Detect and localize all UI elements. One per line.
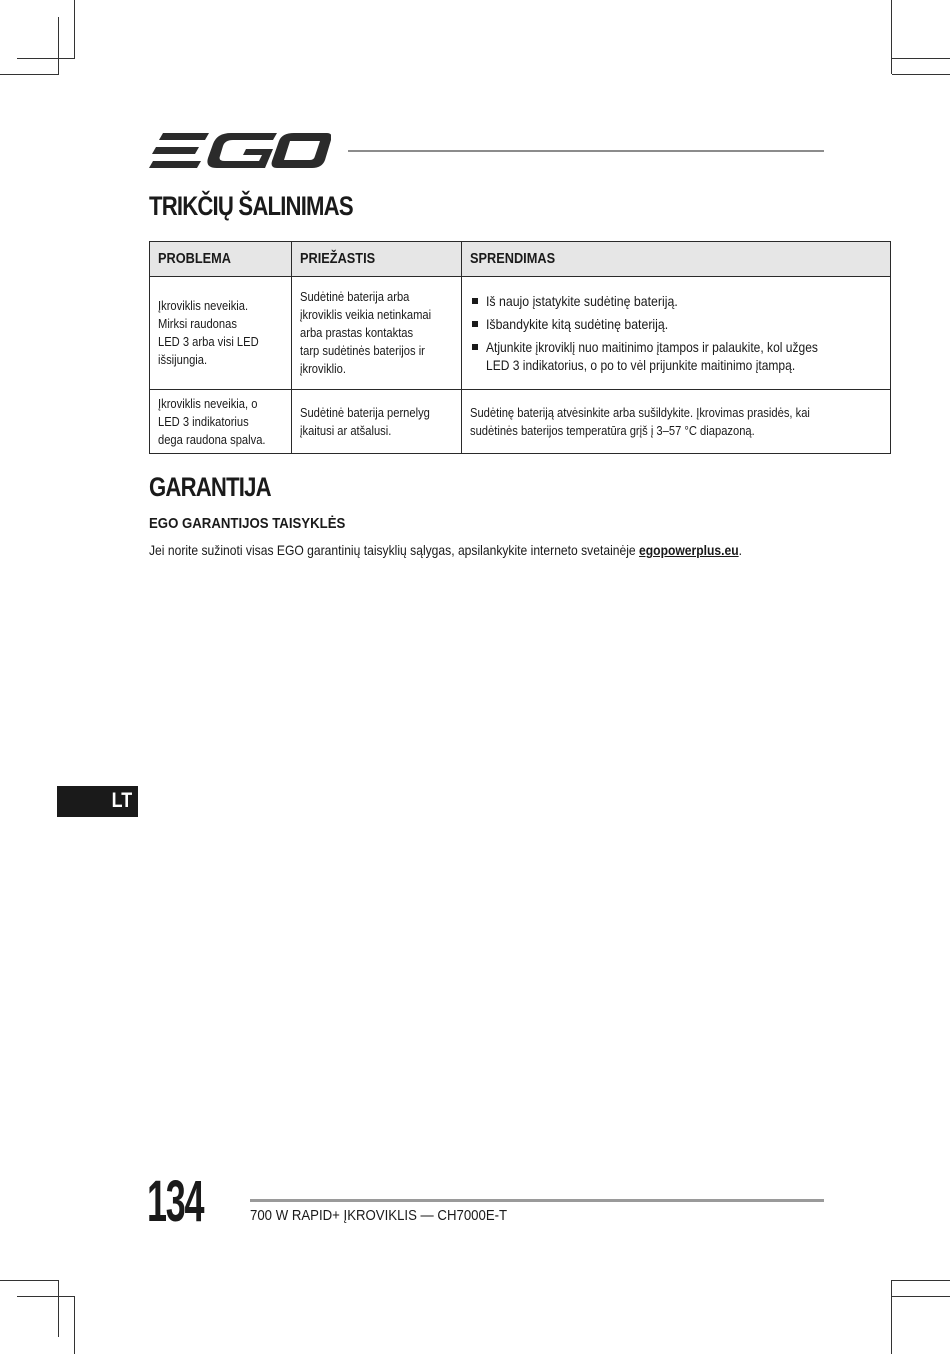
crop-mark (891, 1280, 892, 1354)
warranty-link[interactable]: egopowerplus.eu (639, 542, 739, 558)
footer-rule (250, 1199, 824, 1202)
problem-cell: Įkroviklis neveikia. Mirksi raudonas LED 3 arba visi LED išsijungia. (150, 277, 292, 390)
ego-logo (149, 130, 331, 170)
table-row (150, 277, 891, 390)
solution-list (470, 286, 882, 380)
crop-mark (892, 1296, 950, 1297)
solution-cell: Sudėtinę bateriją atvėsinkite arba sušildykite. Įkrovimas prasidės, kai sudėtinės baterijos temperatūra grįš į 3–57 °C diapazoną. (461, 390, 890, 454)
column-header: PRIEŽASTIS (292, 242, 461, 277)
crop-mark (891, 0, 892, 74)
crop-mark (0, 1280, 59, 1281)
crop-mark (892, 74, 950, 75)
crop-mark (892, 58, 950, 59)
warranty-subtitle: EGO GARANTIJOS TAISYKLĖS (149, 515, 346, 532)
troubleshooting-table (149, 241, 891, 454)
crop-mark (17, 58, 74, 59)
crop-mark (892, 1280, 950, 1281)
warranty-title: GARANTIJA (149, 472, 271, 502)
table-header-row (150, 242, 891, 277)
crop-mark (0, 74, 59, 75)
page-number: 134 (147, 1169, 204, 1234)
list-item: Atjunkite įkroviklį nuo maitinimo įtampos ir palaukite, kol užges LED 3 indikatorius, o po to vėl prijunkite maitinimo įtampą. (470, 338, 882, 374)
crop-mark (58, 1280, 59, 1337)
troubleshooting-title: TRIKČIŲ ŠALINIMAS (149, 191, 353, 221)
cause-cell: Sudėtinė baterija pernelyg įkaitusi ar atšalusi. (292, 390, 461, 454)
problem-cell: Įkroviklis neveikia, o LED 3 indikatorius dega raudona spalva. (150, 390, 292, 454)
crop-mark (74, 1296, 75, 1354)
solution-cell (461, 277, 890, 390)
list-item: Iš naujo įstatykite sudėtinę bateriją. (470, 292, 882, 310)
header-rule (348, 150, 824, 152)
warranty-text: Jei norite sužinoti visas EGO garantinių taisyklių sąlygas, apsilankykite interneto svetainėje egopowerplus.eu. (149, 542, 742, 558)
column-header: PROBLEMA (150, 242, 292, 277)
language-tab: LT (57, 786, 138, 817)
crop-mark (17, 1296, 74, 1297)
footer-product-title: 700 W RAPID+ ĮKROVIKLIS — CH7000E-T (250, 1207, 508, 1224)
crop-mark (74, 0, 75, 59)
column-header: SPRENDIMAS (461, 242, 890, 277)
table-row (150, 390, 891, 454)
list-item: Išbandykite kitą sudėtinę bateriją. (470, 315, 882, 333)
crop-mark (58, 17, 59, 74)
cause-cell: Sudėtinė baterija arba įkroviklis veikia netinkamai arba prastas kontaktas tarp sudėtinės baterijos ir įkroviklio. (292, 277, 461, 390)
